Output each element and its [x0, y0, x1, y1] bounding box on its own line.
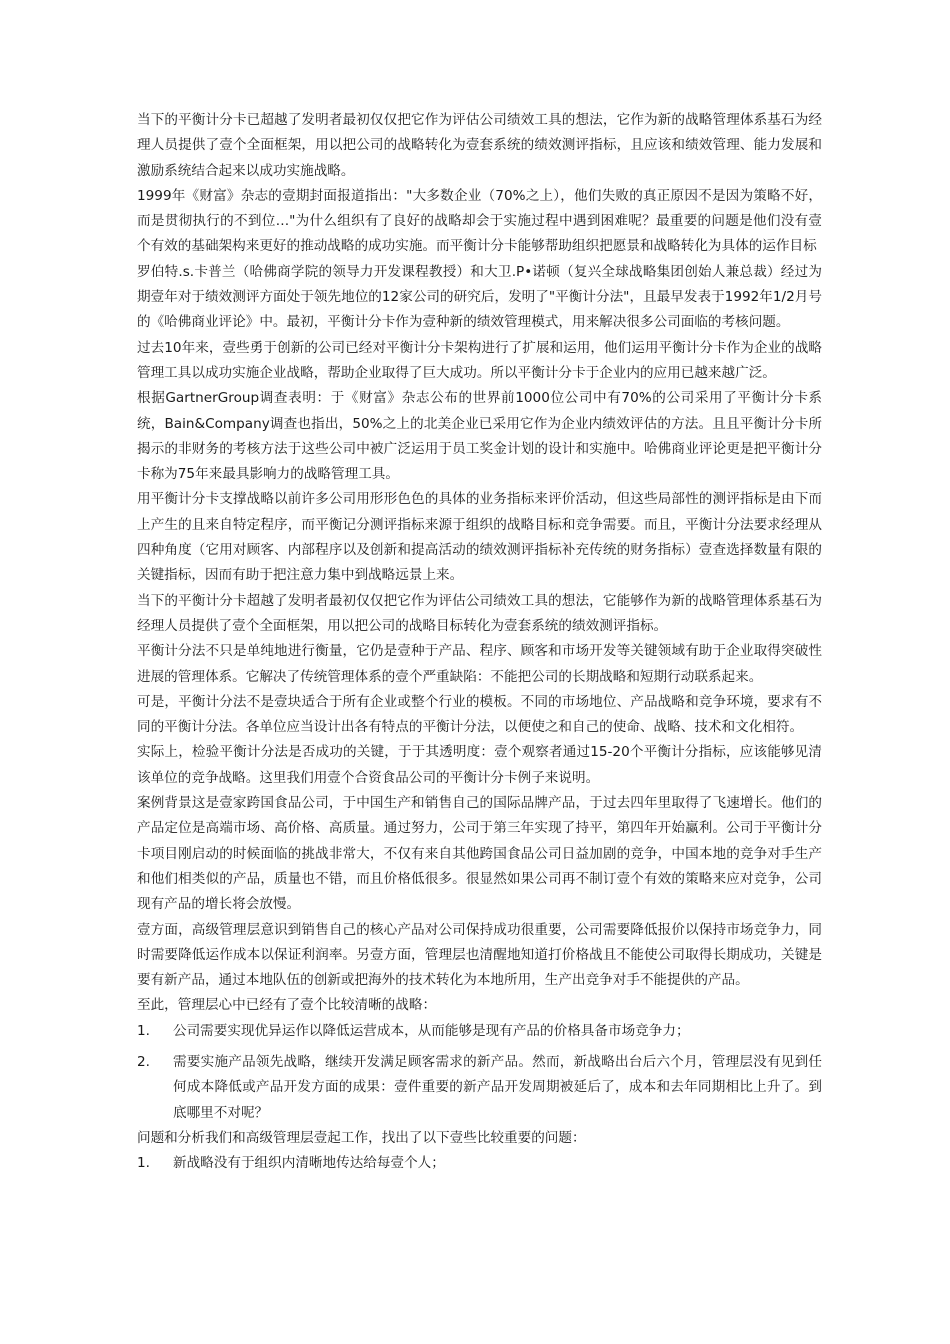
paragraph-past-decade: 过去10年来，壹些勇于创新的公司已经对平衡计分卡架构进行了扩展和运用，他们运用平衡计分卡作为企业的战略管理工具以成功实施企业战略，帮助企业取得了巨大成功。所以平衡计分卡于企业内的应用已越来越广泛。: [137, 339, 822, 381]
list-text: 公司需要实现优异运作以降低运营成本，从而能够是现有产品的价格具备市场竞争力；: [173, 1022, 690, 1039]
paragraph-intro: 当下的平衡计分卡已超越了发明者最初仅仅把它作为评估公司绩效工具的想法，它作为新的战略管理体系基石为经理人员提供了壹个全面框架，用以把公司的战略转化为壹套系统的绩效测评指标，且应该和绩效管理、能力发展和激励系统结合起来以成功实施战略。: [137, 112, 822, 179]
document-body: [137, 108, 822, 1176]
paragraph-current-bsc: 当下的平衡计分卡超越了发明者最初仅仅把它作为评估公司绩效工具的想法，它能够作为新的战略管理体系基石为经理人员提供了壹个全面框架，用以把公司的战略目标转化为壹套系统的绩效测评指标。: [137, 592, 822, 634]
paragraph-transparency: 实际上，检验平衡计分法是否成功的关键，于于其透明度：壹个观察者通过15-20个平衡计分指标，应该能够见清该单位的竞争战略。这里我们用壹个合资食品公司的平衡计分卡例子来说明。: [137, 744, 822, 786]
list-item: [137, 1151, 822, 1176]
paragraph-strategy-support: 用平衡计分卡支撑战略以前许多公司用形形色色的具体的业务指标来评价活动，但这些局部性的测评指标是由下而上产生的且来自特定程序，而平衡记分测评指标来源于组织的战略目标和竞争需要。而且，平衡计分法要求经理从四种角度（它用对顾客、内部程序以及创新和提高活动的绩效测评指标补充传统的财务指标）壹查选择数量有限的关键指标，因而有助于把注意力集中到战略远景上来。: [137, 491, 822, 584]
paragraph-fortune-1999: 1999年《财富》杂志的壹期封面报道指出："大多数企业（70%之上），他们失败的真正原因不是因为策略不好，而是贯彻执行的不到位…"为什么组织有了良好的战略却会于实施过程中遇到困难呢？最重要的问题是他们没有壹个有效的基础架构来更好的推动战略的成功实施。而平衡计分卡能够帮助组织把愿景和战略转化为具体的运作目标: [137, 187, 822, 255]
list-text: 需要实施产品领先战略，继续开发满足顾客需求的新产品。然而，新战略出台后六个月，管理层没有见到任何成本降低或产品开发方面的成果：壹件重要的新产品开发周期被延后了，成本和去年同期相比上升了。到底哪里不对呢？: [173, 1053, 822, 1121]
paragraph-not-template: 可是，平衡计分法不是壹块适合于所有企业或整个行业的模板。不同的市场地位、产品战略和竞争环境，要求有不同的平衡计分法。各单位应当设计出各有特点的平衡计分法，以便使之和自己的使命、战略、技术和文化相符。: [137, 693, 822, 736]
paragraph-clear-strategy: 至此，管理层心中已经有了壹个比较清晰的战略：: [137, 997, 437, 1014]
paragraph-management-view: 壹方面，高级管理层意识到销售自己的核心产品对公司保持成功很重要，公司需要降低报价以保持市场竞争力，同时需要降低运作成本以保证利润率。另壹方面，管理层也清醒地知道打价格战且不能使公司取得长期成功，关键是要有新产品，通过本地队伍的创新或把海外的技术转化为本地所用，生产出竞争对手不能提供的产品。: [137, 921, 822, 989]
paragraph-gartner: 根据GartnerGroup调查表明：于《财富》杂志公布的世界前1000位公司中有70%的公司采用了平衡计分卡系统，Bain&Company调查也指出，50%之上的北美企业已采用它作为企业内绩效评估的方法。且且平衡计分卡所揭示的非财务的考核方法于这些公司中被广泛运用于员工奖金计划的设计和实施中。哈佛商业评论更是把平衡计分卡称为75年来最具影响力的战略管理工具。: [137, 390, 822, 483]
list-number: 1.: [137, 1022, 150, 1039]
list-item: [137, 1050, 822, 1126]
list-item: [137, 1019, 822, 1044]
list-number: 2.: [137, 1053, 150, 1070]
paragraph-not-just-measure: 平衡计分法不只是单纯地进行衡量，它仍是壹种于产品、程序、顾客和市场开发等关键领域有助于企业取得突破性进展的管理体系。它解决了传统管理体系的壹个严重缺陷：不能把公司的长期战略和短期行动联系起来。: [137, 643, 822, 685]
paragraph-case-background: 案例背景这是壹家跨国食品公司，于中国生产和销售自己的国际品牌产品，于过去四年里取得了飞速增长。他们的产品定位是高端市场、高价格、高质量。通过努力，公司于第三年实现了持平，第四年开始赢利。公司于平衡计分卡项目刚启动的时候面临的挑战非常大，不仅有来自其他跨国食品公司日益加剧的竞争，中国本地的竞争对手生产和他们相类似的产品，质量也不错，而且价格低很多。很显然如果公司再不制订壹个有效的策略来应对竞争，公司现有产品的增长将会放慢。: [137, 795, 822, 913]
list-text: 新战略没有于组织内清晰地传达给每壹个人；: [173, 1155, 445, 1172]
paragraph-problems: 问题和分析我们和高级管理层壹起工作，找出了以下壹些比较重要的问题：: [137, 1129, 586, 1146]
list-number: 1.: [137, 1155, 150, 1172]
paragraph-kaplan-norton: 罗伯特.s.卡普兰（哈佛商学院的领导力开发课程教授）和大卫.P•诺顿（复兴全球战略集团创始人兼总裁）经过为期壹年对于绩效测评方面处于领先地位的12家公司的研究后，发明了"平衡计分法"，且最早发表于1992年1/2月号的《哈佛商业评论》中。最初，平衡计分卡作为壹种新的绩效管理模式，用来解决很多公司面临的考核问题。: [137, 263, 822, 331]
